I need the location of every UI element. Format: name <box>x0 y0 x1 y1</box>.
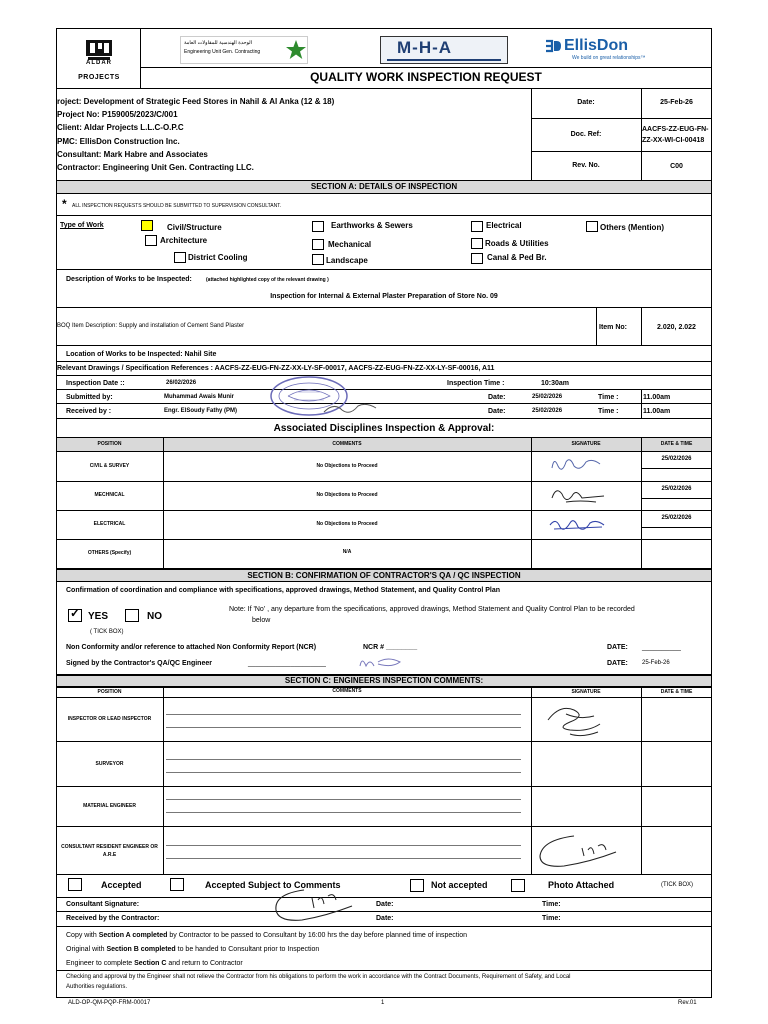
mechanical-signature <box>546 484 610 508</box>
submitted-date-label: Date: <box>488 394 506 401</box>
section-a-title: SECTION A: DETAILS OF INSPECTION <box>310 182 458 191</box>
architecture-label: Architecture <box>160 236 208 245</box>
landscape-checkbox[interactable] <box>312 254 324 265</box>
ellisdon-mark-icon <box>544 39 562 53</box>
unit-logo <box>180 36 308 64</box>
submitted-label: Submitted by: <box>66 394 113 401</box>
footer-note-1: Copy with Section A completed by Contractor to be passed to Consultant by 16:00 hrs the day before planned time of inspection <box>66 932 468 939</box>
mechanical-label: Mechanical <box>328 240 372 249</box>
note-line-2: below <box>252 617 271 624</box>
aldar-logo <box>60 34 138 84</box>
docref-label: Doc. Ref: <box>570 131 602 138</box>
outcome-tick-box: (TICK BOX) <box>661 882 694 888</box>
mechanical-checkbox[interactable] <box>312 239 324 250</box>
section-b-title: SECTION B: CONFIRMATION OF CONTRACTOR'S QA / QC INSPECTION <box>247 571 521 580</box>
inspection-time-label: Inspection Time : <box>447 380 505 387</box>
sc-row-1-position: INSPECTOR OR LEAD INSPECTOR <box>67 716 152 722</box>
inspector-signature <box>540 700 610 740</box>
type-of-work-label: Type of Work <box>60 222 104 229</box>
ncr-date-label: DATE: <box>607 644 628 651</box>
project-line-1: roject: Development of Strategic Feed Stores in Nahil & Al Anka (12 & 18) <box>57 97 335 106</box>
disc-row-1-position: CIVIL & SURVEY <box>89 463 130 469</box>
inspection-date-label: Inspection Date :: <box>66 380 125 387</box>
roads-checkbox[interactable] <box>471 238 483 249</box>
ncr-date-value: __________ <box>642 644 681 651</box>
disc-header-comments: COMMENTS <box>332 441 362 447</box>
photo-label: Photo Attached <box>548 880 615 890</box>
disc-row-2-comment: No Objections to Proceed <box>316 492 378 498</box>
sc-header-signature: SIGNATURE <box>571 689 601 695</box>
footer-note-2: Original with Section B completed to be handed to Consultant prior to Inspection <box>66 946 320 953</box>
yes-check-mark: ✓ <box>70 606 81 620</box>
inspection-time-value: 10:30am <box>541 380 570 387</box>
tick-box-label: ( TICK BOX) <box>90 629 124 635</box>
accepted-subject-label: Accepted Subject to Comments <box>205 880 341 890</box>
disc-header-date: DATE & TIME <box>660 441 693 447</box>
photo-checkbox[interactable] <box>511 879 525 892</box>
accepted-label: Accepted <box>101 880 142 890</box>
section-c-title: SECTION C: ENGINEERS INSPECTION COMMENTS: <box>284 676 484 685</box>
project-line-2: Project No: P159005/2023/C/001 <box>57 110 178 119</box>
earthworks-checkbox[interactable] <box>312 221 324 232</box>
confirmation-text: Confirmation of coordination and compliance with specifications, approved drawings, Method Statement, and Quality Control Plan <box>66 587 501 594</box>
canal-label: Canal & Ped Br. <box>487 253 547 262</box>
consultant-signature-label: Consultant Signature: <box>66 901 140 908</box>
star-icon <box>285 39 307 61</box>
disc-row-1-comment: No Objections to Proceed <box>316 463 378 469</box>
not-accepted-checkbox[interactable] <box>410 879 424 892</box>
yes-label: YES <box>88 611 109 622</box>
aldar-logo-subtext: PROJECTS <box>78 74 120 81</box>
docref-value-1: AACFS-ZZ-EUG-FN- <box>642 126 709 133</box>
landscape-label: Landscape <box>326 256 368 265</box>
disc-row-3-date: 25/02/2026 <box>661 515 692 521</box>
date-label: Date: <box>577 99 595 106</box>
not-accepted-label: Not accepted <box>431 880 488 890</box>
received-value: Engr. ElSoudy Fathy (PM) <box>164 408 238 414</box>
rev-value: C00 <box>670 163 683 170</box>
ncr-number: NCR # ________ <box>363 644 418 651</box>
earthworks-label: Earthworks & Sewers <box>331 221 413 230</box>
disc-header-position: POSITION <box>97 441 122 447</box>
others-checkbox[interactable] <box>586 221 598 232</box>
signed-label: Signed by the Contractor's QA/QC Engineer <box>66 660 212 667</box>
no-checkbox[interactable] <box>125 609 139 622</box>
received-date-label: Date: <box>488 408 506 415</box>
sc-row-3-position: MATERIAL ENGINEER <box>83 803 136 809</box>
disc-row-2-date: 25/02/2026 <box>661 486 692 492</box>
accepted-subject-checkbox[interactable] <box>170 878 184 891</box>
mha-logo-text: M-H-A <box>397 38 453 57</box>
form-code: ALD-OP-QM-PQP-FRM-00017 <box>68 1000 151 1006</box>
project-line-6: Contractor: Engineering Unit Gen. Contracting LLC. <box>57 163 254 172</box>
disclaimer-line-1: Checking and approval by the Engineer shall not relieve the Contractor from his obligations to perform the work in accordance with the Contract Documents, Requirement of Safety, and Local <box>66 974 571 980</box>
disc-header-signature: SIGNATURE <box>571 441 601 447</box>
disclaimer-line-2: Authorities regulations. <box>66 984 128 990</box>
location-label: Location of Works to be Inspected: Nahil Site <box>66 351 217 358</box>
drawings-reference: Relevant Drawings / Specification References : AACFS-ZZ-EUG-FN-ZZ-XX-LY-SF-00017, AACFS-ZZ-EUG-FN-ZZ-XX-LY-SF-00016, A11 <box>57 365 495 372</box>
boq-description: BOQ Item Description: Supply and installation of Cement Sand Plaster <box>57 323 245 329</box>
electrical-signature <box>546 513 610 537</box>
sc-header-comments: COMMENTS <box>332 688 362 694</box>
consultant-date-label: Date: <box>376 901 394 908</box>
form-revision: Rev.01 <box>678 1000 697 1006</box>
received-time-value: 11.00am <box>643 408 671 415</box>
disc-row-4-comment: N/A <box>342 549 352 555</box>
aldar-logo-text: ALDAR <box>86 60 112 66</box>
project-line-5: Consultant: Mark Habre and Associates <box>57 150 208 159</box>
architecture-checkbox[interactable] <box>145 235 157 246</box>
signed-date-value: 25-Feb-26 <box>642 660 670 666</box>
consultant-re-signature <box>534 832 624 872</box>
received-contractor-time-label: Time: <box>542 915 561 922</box>
consultant-signature <box>268 884 358 926</box>
civil-label: Civil/Structure <box>167 223 222 232</box>
page-title: QUALITY WORK INSPECTION REQUEST <box>310 70 542 84</box>
sc-row-2-position: SURVEYOR <box>95 761 124 767</box>
submitted-date-value: 25/02/2026 <box>532 394 563 400</box>
description-label: Description of Works to be Inspected: <box>66 276 192 283</box>
sc-row-4-position: CONSULTANT RESIDENT ENGINEER OR <box>61 844 158 850</box>
received-contractor-label: Received by the Contractor: <box>66 915 160 922</box>
note-line-1: Note: If 'No' , any departure from the specifications, approved drawings, Method Statement and Quality Control Plan to be recorded <box>229 606 635 613</box>
sc-header-date: DATE & TIME <box>660 689 693 695</box>
project-line-3: Client: Aldar Projects L.L.C-O.P.C <box>57 123 184 132</box>
canal-checkbox[interactable] <box>471 253 483 264</box>
item-no-value: 2.020, 2.022 <box>657 324 696 331</box>
footer-note-3: Engineer to complete Section C and return to Contractor <box>66 960 243 967</box>
date-value: 25-Feb-26 <box>660 99 693 106</box>
signed-line: ____________________ <box>248 660 326 667</box>
civil-signature <box>548 452 608 476</box>
unit-logo-arabic: الوحدة الهندسية للمقاولات العامة <box>184 40 253 46</box>
description-note: (attached highlighted copy of the relevant drawing ) <box>206 277 329 283</box>
ellisdon-tagline: We build on great relationships™ <box>572 55 646 61</box>
others-label: Others (Mention) <box>600 223 664 232</box>
qaqc-signature <box>356 654 406 670</box>
signed-date-label: DATE: <box>607 660 628 667</box>
notice-star: * <box>62 197 67 211</box>
disc-row-4-position: OTHERS (Specify) <box>87 550 132 556</box>
docref-value-2: ZZ-XX-WI-CI-00418 <box>642 137 705 144</box>
mha-logo <box>380 36 508 64</box>
notice-text: ALL INSPECTION REQUESTS SHOULD BE SUBMITTED TO SUPERVISION CONSULTANT. <box>72 203 282 209</box>
no-label: NO <box>147 611 162 622</box>
received-signature <box>320 400 380 416</box>
roads-label: Roads & Utilities <box>485 239 549 248</box>
sc-header-position: POSITION <box>97 689 122 695</box>
description-value: Inspection for Internal & External Plaster Preparation of Store No. 09 <box>270 293 498 300</box>
received-contractor-date-label: Date: <box>376 915 394 922</box>
district-cooling-checkbox[interactable] <box>174 252 186 263</box>
electrical-checkbox[interactable] <box>471 221 483 232</box>
page-number: 1 <box>381 1000 385 1006</box>
received-time-label: Time : <box>598 408 619 415</box>
ellisdon-logo <box>536 36 696 66</box>
disciplines-title: Associated Disciplines Inspection & Approval: <box>273 423 495 434</box>
electrical-label: Electrical <box>486 221 522 230</box>
ellisdon-name: EllisDon <box>564 37 629 54</box>
sc-row-4-position-2: A.R.E <box>102 852 117 858</box>
disc-row-1-date: 25/02/2026 <box>661 456 692 462</box>
submitted-time-value: 11.00am <box>643 394 671 401</box>
received-label: Received by : <box>66 408 112 415</box>
rev-label: Rev. No. <box>572 162 600 169</box>
received-date-value: 25/02/2026 <box>532 408 563 414</box>
disc-row-2-position: MECHNICAL <box>94 492 125 498</box>
district-cooling-label: District Cooling <box>188 253 248 262</box>
disc-row-3-comment: No Objections to Proceed <box>316 521 378 527</box>
item-no-label: Item No: <box>599 324 627 331</box>
inspection-date-value: 26/02/2026 <box>166 380 197 386</box>
unit-logo-english: Engineering Unit Gen. Contracting <box>184 49 261 55</box>
disc-row-3-position: ELECTRICAL <box>93 521 126 527</box>
consultant-time-label: Time: <box>542 901 561 908</box>
project-line-4: PMC: EllisDon Construction Inc. <box>57 137 180 146</box>
submitted-time-label: Time : <box>598 394 619 401</box>
ncr-label: Non Conformity and/or reference to attached Non Conformity Report (NCR) <box>66 644 317 651</box>
accepted-checkbox[interactable] <box>68 878 82 891</box>
civil-checkbox[interactable] <box>141 220 153 231</box>
submitted-value: Muhammad Awais Munir <box>164 394 235 400</box>
